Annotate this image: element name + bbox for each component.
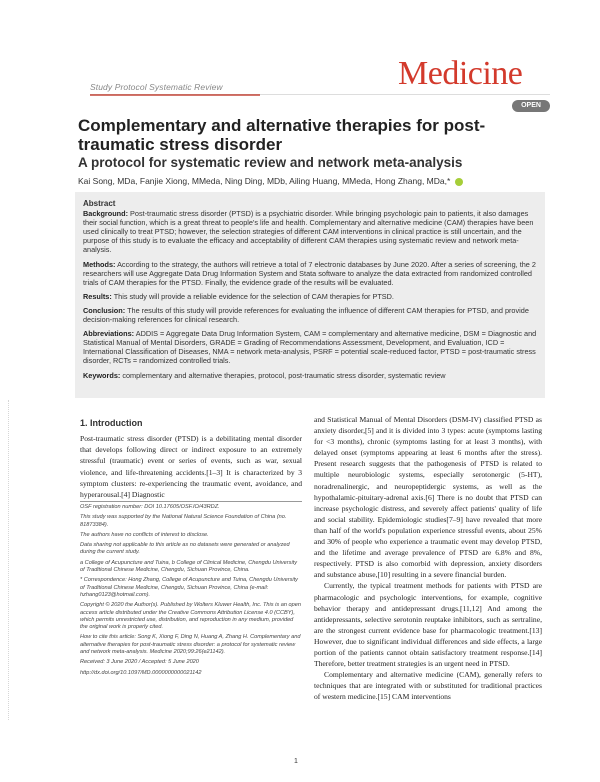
abstract-heading: Abstract — [83, 199, 116, 208]
page-number: 1 — [294, 758, 298, 765]
section-label-underline — [90, 94, 260, 96]
orcid-icon[interactable] — [455, 178, 463, 186]
footnote-divider — [80, 501, 302, 502]
intro-paragraph: and Statistical Manual of Mental Disorders (DSM-IV) classified PTSD as anxiety disorder,[5] and it is divided into 3 types: acute (symptoms lasting for <3 months), chronic (symptoms lasting for at least 3 months), with delayed onset (symptoms appearing at least 6 months after the stress). Present research suggests that the pathogenesis of PTSD is related to multiple neurobiologic systems, especially serotonergic (5-HT), noradrenalinergic, and neuropeptidergic systems, as well as the hypothalamic-pituitary-adrenal axis.[6] There is no doubt that PTSD can increase psychologic distress, and severely affect patients' quality of life and social stability. Epidemiologic studies[7–9] have revealed that more than half of the world's population experience stressful events, about 25% and 30% of people who experience a traumatic event may develop PTSD, and the lifetime and average prevalence of PTSD are 6.8% and 8%, respectively. PTSD is also comorbid with depression, anxiety disorders and substance abuse,[10] resulting in a severe financial burden. — [314, 415, 542, 580]
footnote-doi-link[interactable]: http://dx.doi.org/10.1097/MD.0000000000021142 — [80, 669, 202, 676]
section-heading-introduction: 1. Introduction — [80, 418, 143, 428]
footnotes — [80, 504, 302, 680]
article-subtitle: A protocol for systematic review and network meta-analysis — [78, 155, 463, 170]
footnote-dates: Received: 3 June 2020 / Accepted: 5 June 2020 — [80, 659, 199, 666]
footnote-correspondence: * Correspondence: Hong Zhang, College of Acupuncture and Tuina, Chengdu University of Traditional Chinese Medicine, Chengdu, Sichuan Province, China (e-mail: hzhang0123@hotmail.com). — [80, 577, 298, 598]
section-label: Study Protocol Systematic Review — [90, 82, 223, 92]
intro-right-column — [314, 414, 542, 702]
abstract-background: Background: Post-traumatic stress disorder (PTSD) is a psychiatric disorder. While bringing psychologic pain to patients, it also damages their social function, which is a great threat to people's life and health. Complementary and alternative medicine (CAM) therapies have been used clinically to treat PTSD; however, the selection strategies of different CAM interventions in clinical practice is still uncertain, and the purpose of this study is to evaluate the efficacy and acceptability of different CAM therapies using systematic review and network meta-analysis. — [83, 209, 534, 255]
intro-paragraph: Complementary and alternative medicine (CAM), generally refers to techniques that are integrated with or substituted for traditional practices of western medicine.[15] CAM interventions — [314, 670, 542, 702]
abstract-results: Results: This study will provide a reliable evidence for the selection of CAM therapies for PTSD. — [83, 291, 394, 301]
abstract-methods: Methods: According to the strategy, the authors will retrieve a total of 7 electronic databases by June 2020. After a series of screening, the 2 researchers will use Aggregate Data Drug Information System and Stata software to analyze the data extracted from randomized controlled trials of CAM therapies for the PTSD. Finally, the evidence grade of the results will be evaluated. — [83, 259, 536, 287]
footnote-registration: OSF registration number: DOI 10.17605/OSF.IO/43RDZ. — [80, 504, 220, 510]
intro-paragraph: Currently, the typical treatment methods for patients with PTSD are pharmacologic and psychologic interventions, for example, cognitive behavior therapy and antidepressant drugs.[11,12] And among the antidepressants, selective serotonin reuptake inhibitors, such as sertraline, are the strongest current evidence base for pharmacologic treatment.[13] However, due to significant individual differences and side effects, a large portion of the patients cannot obtain satisfactory treatment response.[14] Therefore, better treatment strategies is an urgent need in PTSD. — [314, 581, 542, 669]
author-list — [78, 176, 463, 186]
footnote-data-sharing: Data sharing not applicable to this article as no datasets were generated or analyzed during the current study. — [80, 542, 290, 556]
sidebar-download-notice — [8, 400, 14, 720]
footnote-citation: How to cite this article: Song K, Xiong F, Ding N, Huang A, Zhang H. Complementary and alternative therapies for post-traumatic stress disorder: a protocol for systematic review and network meta-analysis. Medicine 2020;99:26(e21142). — [80, 634, 301, 656]
footnote-conflicts: The authors have no conflicts of interest to disclose. — [80, 531, 209, 538]
abstract-conclusion: Conclusion: The results of this study will provide references for evaluating the influence of different CAM therapies for PTSD, and provide decision-making references for clinical research. — [83, 305, 529, 325]
open-access-badge: OPEN — [512, 100, 550, 112]
footnote-copyright: Copyright © 2020 the Author(s). Published by Wolters Kluwer Health, Inc. This is an open access article distributed under the Creative Commons Attribution License 4.0 (CCBY), which permits unrestricted use, distribution, and reproduction in any medium, provided the original work is properly cited. — [80, 602, 301, 631]
journal-logo: Medicine — [398, 55, 523, 92]
footnote-affiliations: a College of Acupuncture and Tuina, b College of Clinical Medicine, Chengdu University of Traditional Chinese Medicine, Chengdu, Sichuan Province, China. — [80, 559, 298, 574]
abstract-abbreviations: Abbreviations: ADDIS = Aggregate Data Drug Information System, CAM = complementary and alternative medicine, DSM = Diagnostic and Statistical Manual of Mental Disorders, GRADE = Grading of Recommendations Assessment, Development, and Evaluation, ICD = International Classification of Diseases, NMA = network meta-analysis, PSRF = potential scale-reduced factor, PTSD = post-traumatic stress disorder, RCTs = randomized controlled trials. — [83, 329, 537, 366]
article-title: Complementary and alternative therapies for post-traumatic stress disorder — [78, 116, 486, 154]
authors-text: Kai Song, MDa, Fanjie Xiong, MMeda, Ning Ding, MDb, Ailing Huang, MMeda, Hong Zhang, MDa,* — [78, 176, 451, 186]
intro-left-column: Post-traumatic stress disorder (PTSD) is a debilitating mental disorder that develops following direct or indirect exposure to an extremely stressful (traumatic) event or series of events, such as war, sexual violence, and life-threatening accidents.[1–3] It is characterized by 3 symptom clusters: re-experiencing the traumatic event, avoidance, and hyperarousal.[4] Diagnostic — [80, 434, 302, 500]
abstract-box — [75, 192, 545, 398]
abstract-keywords: Keywords: complementary and alternative therapies, protocol, post-traumatic stress disorder, systematic review — [83, 370, 446, 380]
footnote-funding: This study was supported by the National Natural Science Foundation of China (no. 81873384). — [80, 514, 287, 528]
